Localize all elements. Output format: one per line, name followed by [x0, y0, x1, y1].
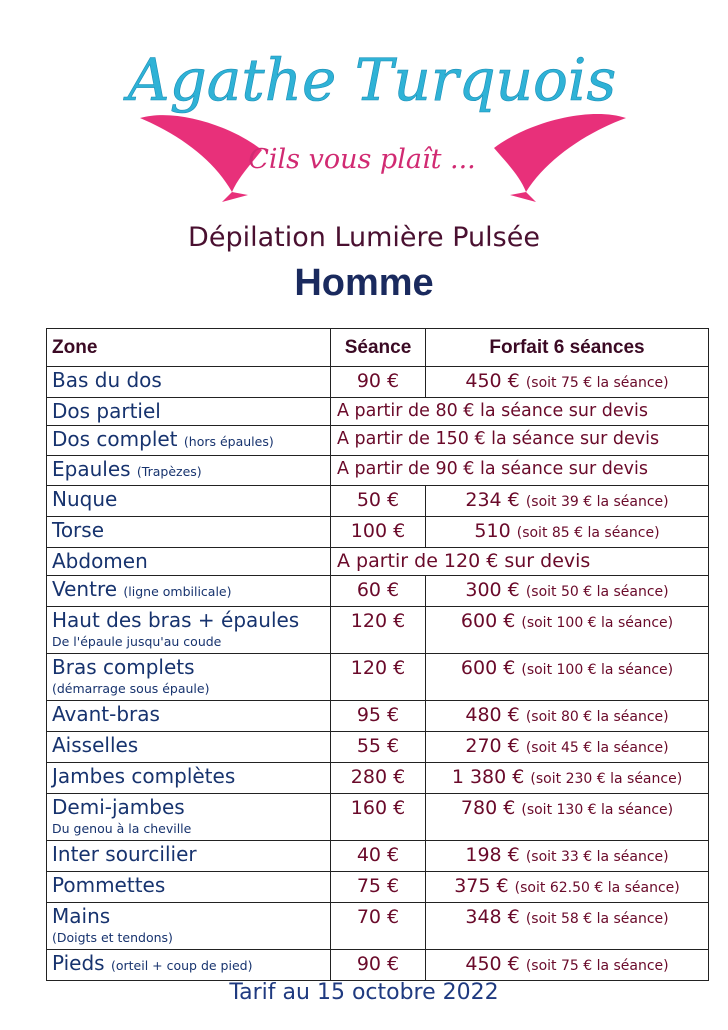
quote-cell: A partir de 80 € la séance sur devis — [331, 398, 709, 426]
forfait-cell: 480 € (soit 80 € la séance) — [426, 701, 709, 732]
quote-cell: A partir de 90 € la séance sur devis — [331, 456, 709, 486]
forfait-cell: 348 € (soit 58 € la séance) — [426, 903, 709, 950]
seance-price: 70 € — [331, 903, 426, 950]
seance-price: 90 € — [331, 950, 426, 981]
forfait-cell: 600 € (soit 100 € la séance) — [426, 607, 709, 654]
table-row — [47, 794, 709, 841]
seance-price: 55 € — [331, 732, 426, 763]
zone-cell: Bas du dos — [47, 367, 331, 398]
table-row — [47, 872, 709, 903]
brand-tagline: Cils vous plaît ... — [248, 144, 476, 175]
zone-cell: Demi-jambes Du genou à la cheville — [47, 794, 331, 841]
header-forfait: Forfait 6 séances — [426, 329, 709, 367]
forfait-cell: 450 € (soit 75 € la séance) — [426, 367, 709, 398]
forfait-cell: 450 € (soit 75 € la séance) — [426, 950, 709, 981]
seance-price: 50 € — [331, 486, 426, 517]
zone-cell: Pieds (orteil + coup de pied) — [47, 950, 331, 981]
zone-cell: Aisselles — [47, 732, 331, 763]
zone-cell: Abdomen — [47, 548, 331, 576]
table-row — [47, 426, 709, 456]
seance-price: 40 € — [331, 841, 426, 872]
header-zone: Zone — [47, 329, 331, 367]
seance-price: 75 € — [331, 872, 426, 903]
table-row — [47, 654, 709, 701]
seance-price: 120 € — [331, 607, 426, 654]
table-row — [47, 732, 709, 763]
table-row — [47, 607, 709, 654]
zone-cell: Haut des bras + épaules De l'épaule jusqu'au coude — [47, 607, 331, 654]
seance-price: 280 € — [331, 763, 426, 794]
forfait-cell: 234 € (soit 39 € la séance) — [426, 486, 709, 517]
table-row — [47, 548, 709, 576]
zone-cell: Pommettes — [47, 872, 331, 903]
zone-cell: Mains (Doigts et tendons) — [47, 903, 331, 950]
zone-cell: Inter sourcilier — [47, 841, 331, 872]
seance-price: 60 € — [331, 576, 426, 607]
zone-cell: Ventre (ligne ombilicale) — [47, 576, 331, 607]
forfait-cell: 780 € (soit 130 € la séance) — [426, 794, 709, 841]
seance-price: 95 € — [331, 701, 426, 732]
seance-price: 160 € — [331, 794, 426, 841]
table-row — [47, 950, 709, 981]
seance-price: 120 € — [331, 654, 426, 701]
zone-cell: Dos partiel — [47, 398, 331, 426]
page-title: Homme — [294, 262, 434, 304]
table-row — [47, 367, 709, 398]
zone-cell: Epaules (Trapèzes) — [47, 456, 331, 486]
table-row — [47, 903, 709, 950]
brand-logo — [0, 0, 728, 230]
left-swoosh-tip — [222, 192, 248, 202]
quote-cell: A partir de 120 € sur devis — [331, 548, 709, 576]
tariff-date: Tarif au 15 octobre 2022 — [229, 980, 499, 1005]
table-row — [47, 841, 709, 872]
table-row — [47, 763, 709, 794]
zone-cell: Dos complet (hors épaules) — [47, 426, 331, 456]
forfait-cell: 198 € (soit 33 € la séance) — [426, 841, 709, 872]
table-header-row — [47, 329, 709, 367]
left-swoosh — [140, 115, 262, 192]
brand-name: Agathe Turquois — [127, 46, 617, 114]
table-row — [47, 398, 709, 426]
zone-cell: Nuque — [47, 486, 331, 517]
header-seance: Séance — [331, 329, 426, 367]
table-row — [47, 576, 709, 607]
right-swoosh — [494, 114, 626, 192]
forfait-cell: 375 € (soit 62.50 € la séance) — [426, 872, 709, 903]
table-row — [47, 486, 709, 517]
price-table — [46, 328, 709, 981]
zone-cell: Bras complets (démarrage sous épaule) — [47, 654, 331, 701]
zone-cell: Torse — [47, 517, 331, 548]
forfait-cell: 1 380 € (soit 230 € la séance) — [426, 763, 709, 794]
seance-price: 90 € — [331, 367, 426, 398]
table-row — [47, 517, 709, 548]
forfait-cell: 510 (soit 85 € la séance) — [426, 517, 709, 548]
seance-price: 100 € — [331, 517, 426, 548]
right-swoosh-tip — [510, 192, 536, 202]
forfait-cell: 270 € (soit 45 € la séance) — [426, 732, 709, 763]
zone-cell: Jambes complètes — [47, 763, 331, 794]
forfait-cell: 300 € (soit 50 € la séance) — [426, 576, 709, 607]
page-subtitle: Dépilation Lumière Pulsée — [188, 222, 540, 253]
forfait-cell: 600 € (soit 100 € la séance) — [426, 654, 709, 701]
table-row — [47, 701, 709, 732]
table-row — [47, 456, 709, 486]
zone-cell: Avant-bras — [47, 701, 331, 732]
quote-cell: A partir de 150 € la séance sur devis — [331, 426, 709, 456]
